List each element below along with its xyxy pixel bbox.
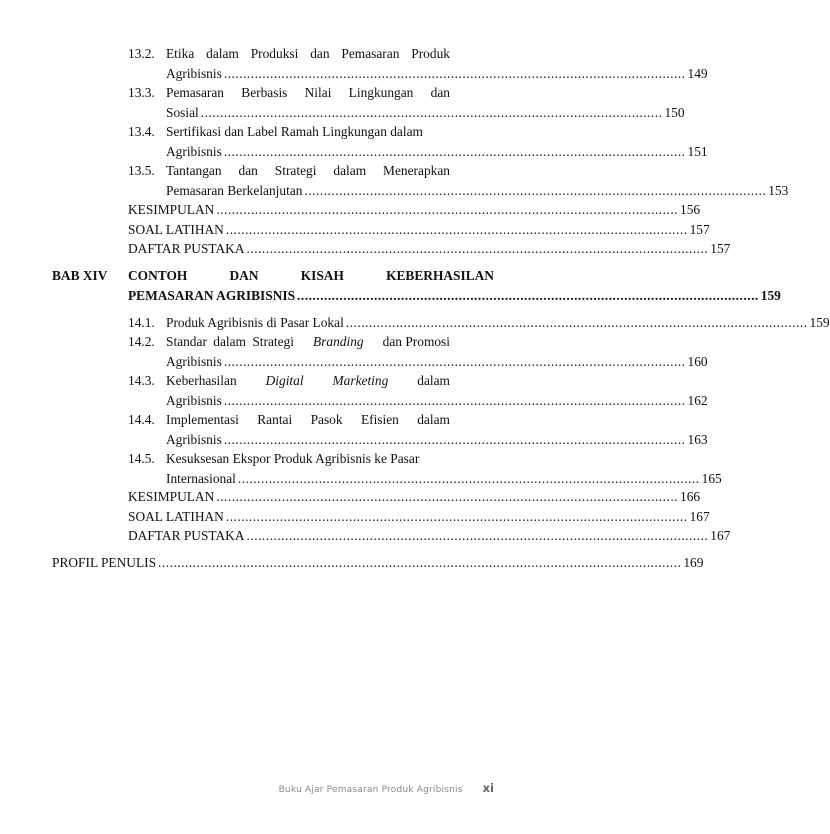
page-number: 167 <box>689 508 710 524</box>
title-word: Etika <box>166 46 195 61</box>
toc-entry-profil-penulis[interactable] <box>52 553 704 573</box>
dot-leader: ........................................................................................................................ <box>225 508 688 524</box>
page-number: 150 <box>664 104 685 120</box>
dot-leader: ........................................................................................................................ <box>216 489 679 504</box>
chapter-label: BAB XIV <box>52 268 108 283</box>
dot-leader: ........................................................................................................................ <box>297 287 759 303</box>
title-word: Menerapkan <box>383 163 450 178</box>
entry-label: SOAL LATIHAN <box>128 508 224 524</box>
title-word: dalam <box>333 163 367 178</box>
dot-leader: ........................................................................................................................ <box>304 182 767 198</box>
title-text: Standar dalam Strategi <box>166 334 294 349</box>
dot-leader: ........................................................................................................................ <box>246 241 709 256</box>
title-word: Produksi <box>250 46 299 61</box>
page-number: 165 <box>701 470 722 486</box>
toc-entry-kesimpulan-14[interactable] <box>128 487 701 507</box>
title-continuation: Agribisnis <box>166 353 222 369</box>
page-number: 153 <box>768 182 789 198</box>
dot-leader: ........................................................................................................................ <box>225 221 688 237</box>
title-word: Rantai <box>257 412 293 427</box>
title-word: Pemasaran <box>166 85 225 100</box>
entry-label: PROFIL PENULIS <box>52 555 157 570</box>
title-italic: Branding <box>313 334 364 349</box>
title-continuation: Sosial <box>166 104 199 120</box>
toc-entry-daftar-pustaka-13[interactable] <box>128 239 731 259</box>
chapter-title-word: KEBERHASILAN <box>386 268 494 283</box>
title-word: Pasok <box>310 412 343 427</box>
page-number: 156 <box>680 202 701 217</box>
title-continuation: Agribisnis <box>166 431 222 447</box>
dot-leader: ........................................................................................................................................ <box>158 555 682 570</box>
title-continuation: Agribisnis <box>166 392 222 408</box>
toc-entry-soal-latihan-13[interactable] <box>128 220 710 240</box>
title-word: dan <box>238 163 258 178</box>
page-footer <box>279 781 494 795</box>
dot-leader: ........................................................................................................................ <box>223 143 686 159</box>
title-word: Strategi <box>274 163 317 178</box>
section-number: 14.5. <box>128 451 155 466</box>
chapter-title-word: KISAH <box>300 268 344 283</box>
page-number: 157 <box>710 241 731 256</box>
dot-leader: ........................................................................................................................ <box>223 392 686 408</box>
dot-leader: ........................................................................................................................ <box>345 315 808 330</box>
footer-page-number: xi <box>482 781 494 795</box>
section-number: 14.2. <box>128 334 155 349</box>
section-number: 14.4. <box>128 412 155 427</box>
title-word: dalam <box>206 46 239 61</box>
title-line: Sertifikasi dan Label Ramah Lingkungan dalam <box>166 124 423 139</box>
section-number: 13.4. <box>128 124 155 139</box>
section-number: 13.5. <box>128 163 155 178</box>
page-number: 149 <box>687 65 708 81</box>
title-line: Kesuksesan Ekspor Produk Agribisnis ke Pasar <box>166 451 420 466</box>
page-number: 167 <box>710 528 731 543</box>
dot-leader: ........................................................................................................................ <box>246 528 709 543</box>
title-word: Nilai <box>304 85 332 100</box>
page-number: 169 <box>683 555 704 570</box>
dot-leader: ........................................................................................................................ <box>223 431 686 447</box>
title-word: dalam <box>417 373 450 388</box>
page-number: 163 <box>687 431 708 447</box>
chapter-title-continuation: PEMASARAN AGRIBISNIS <box>128 287 296 303</box>
title-word: Berbasis <box>241 85 288 100</box>
title-word: dan <box>430 85 450 100</box>
footer-book-title: Buku Ajar Pemasaran Produk Agribisnis <box>278 785 463 795</box>
page-number: 151 <box>687 143 708 159</box>
title-continuation: Pemasaran Berkelanjutan <box>166 182 303 198</box>
entry-title: Produk Agribisnis di Pasar Lokal <box>166 315 344 330</box>
entry-label: DAFTAR PUSTAKA <box>128 528 245 543</box>
title-continuation: Agribisnis <box>166 143 222 159</box>
title-word-italic: Marketing <box>332 373 389 388</box>
title-text: dan Promosi <box>382 334 450 349</box>
title-word: Keberhasilan <box>166 373 237 388</box>
chapter-title-word: DAN <box>229 268 259 283</box>
title-word: Produk <box>411 46 450 61</box>
toc-entry-soal-latihan-14[interactable] <box>128 507 710 527</box>
title-continuation: Internasional <box>166 470 236 486</box>
section-number: 14.1. <box>128 315 155 330</box>
dot-leader: ........................................................................................................................ <box>237 470 700 486</box>
page-number: 160 <box>687 353 708 369</box>
title-word: Tantangan <box>166 163 222 178</box>
page-number: 166 <box>680 489 701 504</box>
dot-leader: ........................................................................................................................ <box>223 65 686 81</box>
title-continuation: Agribisnis <box>166 65 222 81</box>
title-word-italic: Digital <box>265 373 304 388</box>
dot-leader: ........................................................................................................................ <box>216 202 679 217</box>
entry-label: KESIMPULAN <box>128 489 215 504</box>
title-word: Implementasi <box>166 412 239 427</box>
toc-entry-kesimpulan-13[interactable] <box>128 200 701 220</box>
toc-entry-daftar-pustaka-14[interactable] <box>128 526 731 546</box>
title-word: dan <box>310 46 330 61</box>
entry-label: DAFTAR PUSTAKA <box>128 241 245 256</box>
page-number: 159 <box>809 315 830 330</box>
dot-leader: ........................................................................................................................ <box>223 353 686 369</box>
title-word: Efisien <box>360 412 399 427</box>
section-number: 13.2. <box>128 46 155 61</box>
section-number: 14.3. <box>128 373 155 388</box>
chapter-title-word: CONTOH <box>128 268 188 283</box>
dot-leader: ........................................................................................................................ <box>200 104 663 120</box>
entry-label: KESIMPULAN <box>128 202 215 217</box>
section-number: 13.3. <box>128 85 155 100</box>
page-number: 159 <box>760 287 781 303</box>
entry-label: SOAL LATIHAN <box>128 221 224 237</box>
title-word: Pemasaran <box>341 46 400 61</box>
title-word: Lingkungan <box>348 85 414 100</box>
page-number: 162 <box>687 392 708 408</box>
title-word: dalam <box>417 412 450 427</box>
page-number: 157 <box>689 221 710 237</box>
